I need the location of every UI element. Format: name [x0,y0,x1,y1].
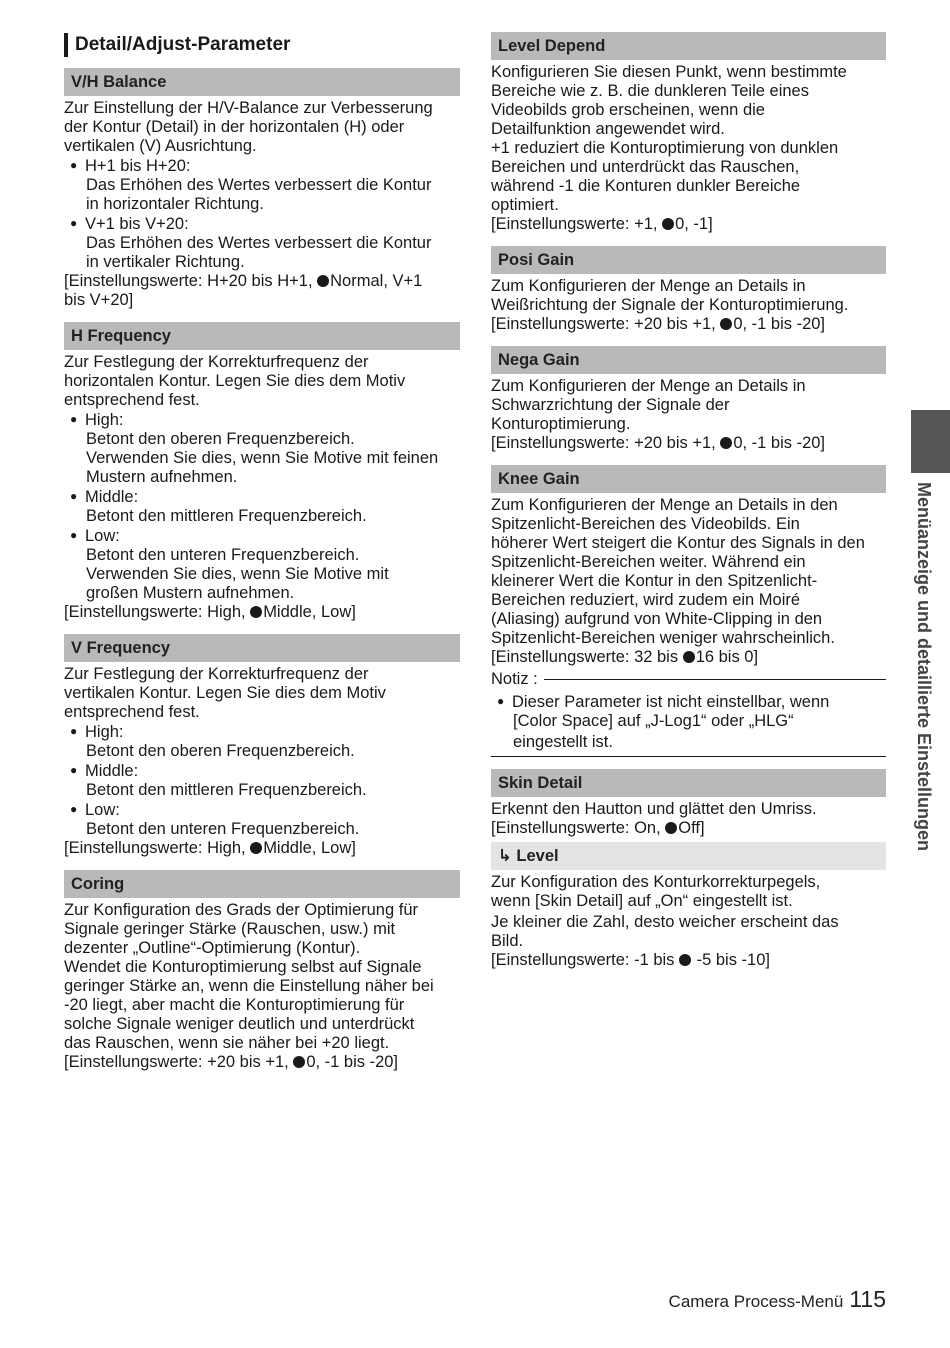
settings-values: [Einstellungswerte: +20 bis +1, 0, -1 bis -20] [491,434,826,452]
section-header-nega-gain: Nega Gain [491,346,886,374]
section-header-v-frequency: V Frequency [64,634,460,662]
settings-values: [Einstellungswerte: -1 bis -5 bis -10] [491,951,770,969]
settings-values: [Einstellungswerte: H+20 bis H+1, Normal, V+1 [64,272,423,290]
bullet-icon: ● [70,412,78,426]
section-body: Zum Konfigurieren der Menge an Details in Weißrichtung der Signale der Konturoptimierung. [Einstellungswerte: +20 bis +1, 0, -1 bis -20] [491,277,886,334]
section-header-level-depend: Level Depend [491,32,886,60]
section-header-knee-gain: Knee Gain [491,465,886,493]
settings-values: [Einstellungswerte: High, Middle, Low] [64,839,356,857]
right-column [491,32,886,982]
default-marker-icon [662,218,674,230]
title-bar-marker [64,33,68,57]
default-marker-icon [720,437,732,449]
section-body: Zur Einstellung der H/V-Balance zur Verbesserung der Kontur (Detail) in der horizontalen (H) oder vertikalen (V) Ausrichtung. ● H+1 bis H+20: Das Erhöhen des Wertes verbessert die Kontur in horizontaler Richtung. ● V+1 bis V+20: Das Erhöhen des Wertes verbessert die Kontur in vertikaler Richtung. [Einstellungswerte: H+20 bis H+1, Normal, V+1 bis V+20] [64,99,460,310]
section-header-posi-gain: Posi Gain [491,246,886,274]
note-divider [544,679,886,680]
section-body: Zur Konfiguration des Grads der Optimierung für Signale geringer Stärke (Rauschen, usw.) mit dezenter „Outline“-Optimierung (Kontur). Wendet die Konturoptimierung selbst auf Signale geringer Stärke an, wenn die Einstellung näher bei -20 liegt, aber macht die Konturoptimierung für solche Signale weniger deutlich und unterdrückt das Rauschen, wenn sie näher bei +20 liegt. [Einstellungswerte: +20 bis +1, 0, -1 bis -20] [64,901,460,1072]
section-body: Konfigurieren Sie diesen Punkt, wenn bestimmte Bereiche wie z. B. die dunkleren Teile eines Videobilds grob erscheinen, wenn die Detailfunktion angewendet wird. +1 reduziert die Konturoptimierung von dunklen Bereichen und unterdrückt das Rauschen, während -1 die Konturen dunkler Bereiche optimiert. [Einstellungswerte: +1, 0, -1] [491,63,886,234]
bullet-icon: ● [70,489,78,503]
default-marker-icon [293,1056,305,1068]
section-knee-gain [491,465,886,757]
default-marker-icon [317,275,329,287]
settings-values: [Einstellungswerte: +20 bis +1, 0, -1 bis -20] [491,315,826,333]
section-v-frequency [64,634,460,858]
settings-values: [Einstellungswerte: +1, 0, -1] [491,215,713,233]
default-marker-icon [665,822,677,834]
section-header-h-frequency: H Frequency [64,322,460,350]
default-marker-icon [683,651,695,663]
default-marker-icon [250,606,262,618]
settings-values: [Einstellungswerte: +20 bis +1, 0, -1 bis -20] [64,1053,399,1071]
section-level-depend [491,32,886,234]
settings-values: [Einstellungswerte: 32 bis 16 bis 0] [491,648,759,666]
settings-values: [Einstellungswerte: On, Off] [491,819,705,837]
page-title: Detail/Adjust-Parameter [64,32,460,58]
section-body: Zur Festlegung der Korrekturfrequenz der horizontalen Kontur. Legen Sie dies dem Motiv entsprechend fest. ● High: Betont den oberen Frequenzbereich. Verwenden Sie dies, wenn Sie Motive mit feinen Mustern aufnehmen. ● Middle: Betont den mittleren Frequenzbereich. ● Low: Betont den unteren Frequenzbereich. Verwenden Sie dies, wenn Sie Motive mit großen Mustern aufnehmen. [Einstellungswerte: High, Middle, Low] [64,353,460,622]
note-header: Notiz : [491,670,886,689]
section-skin-detail [491,769,886,970]
bullet-icon: ● [497,694,505,708]
return-arrow-icon: ↳ [498,847,512,865]
section-posi-gain [491,246,886,334]
section-nega-gain [491,346,886,453]
note-box: ● Dieser Parameter ist nicht einstellbar, wenn [Color Space] auf „J-Log1“ oder „HLG“ eingestellt ist. [491,692,886,757]
chapter-tab [911,410,950,473]
bullet-icon: ● [70,802,78,816]
section-vh-balance [64,68,460,310]
subsection-header-level: ↳ Level [491,842,886,870]
bullet-icon: ● [70,216,78,230]
settings-values: [Einstellungswerte: High, Middle, Low] [64,603,356,621]
section-body: Zur Festlegung der Korrekturfrequenz der vertikalen Kontur. Legen Sie dies dem Motiv entsprechend fest. ● High: Betont den oberen Frequenzbereich. ● Middle: Betont den mittleren Frequenzbereich. ● Low: Betont den unteren Frequenzbereich. [Einstellungswerte: High, Middle, Low] [64,665,460,858]
bullet-icon: ● [70,763,78,777]
section-header-skin-detail: Skin Detail [491,769,886,797]
section-coring [64,870,460,1072]
page-number: 115 [849,1286,886,1312]
section-body: Zum Konfigurieren der Menge an Details in Schwarzrichtung der Signale der Konturoptimierung. [Einstellungswerte: +20 bis +1, 0, -1 bis -20] [491,377,886,453]
section-body: Zum Konfigurieren der Menge an Details in den Spitzenlicht-Bereichen des Videobilds. Ein höherer Wert steigert die Kontur des Signals in den Spitzenlicht-Bereichen weiter. Während ein kleinerer Wert die Kontur in den Spitzenlicht- Bereichen reduziert, wird zudem ein Moiré (Aliasing) aufgrund von White-Clipping in den Spitzenlicht-Bereichen weniger wahrscheinlich. [Einstellungswerte: 32 bis 16 bis 0] [491,496,886,667]
chapter-label: Menüanzeige und detaillierte Einstellungen [914,482,934,852]
bullet-icon: ● [70,158,78,172]
page-footer [669,1286,886,1313]
footer-label: Camera Process-Menü [668,1292,844,1311]
default-marker-icon [250,842,262,854]
section-body: Erkennt den Hautton und glättet den Umriss. [Einstellungswerte: On, Off] [491,800,886,838]
default-marker-icon [679,954,691,966]
default-marker-icon [720,318,732,330]
bullet-icon: ● [70,528,78,542]
section-header-coring: Coring [64,870,460,898]
left-column [64,32,460,1084]
subsection-body: Zur Konfiguration des Konturkorrekturpegels, wenn [Skin Detail] auf „On“ eingestellt ist. Je kleiner die Zahl, desto weicher erscheint das Bild. [Einstellungswerte: -1 bis -5 bis -10] [491,873,886,970]
bullet-icon: ● [70,724,78,738]
section-header-vh-balance: V/H Balance [64,68,460,96]
section-h-frequency [64,322,460,622]
